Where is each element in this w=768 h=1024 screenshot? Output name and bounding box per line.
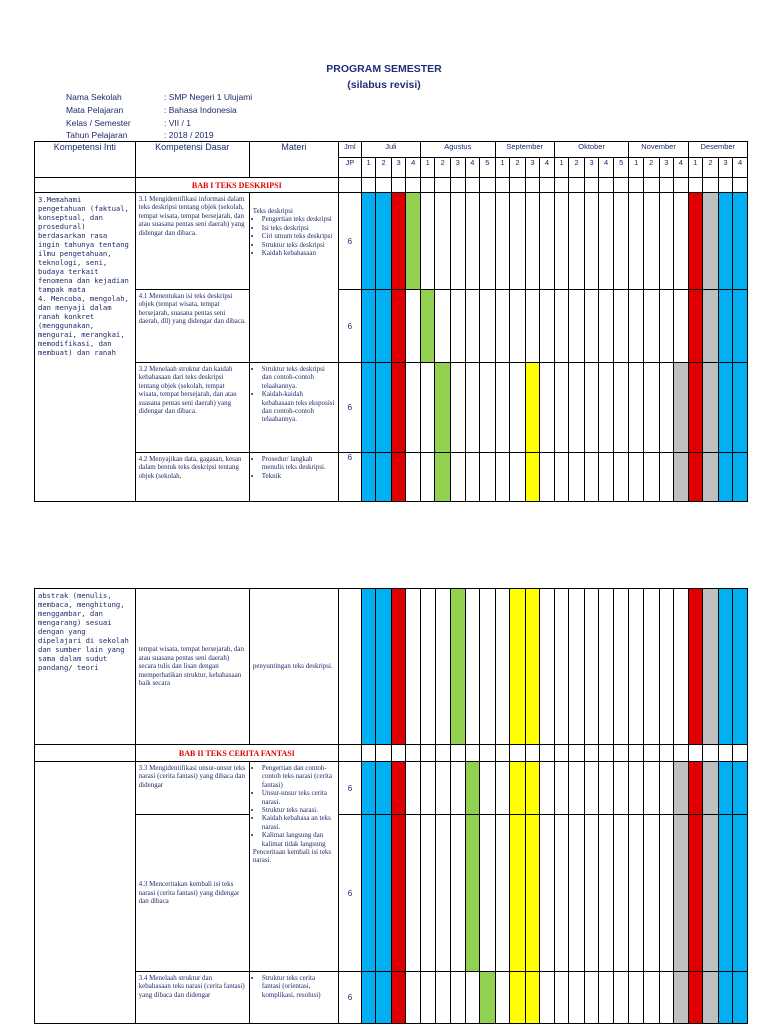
materi-tail: Penceritaan kembali isi teks narasi.: [252, 848, 332, 865]
list-item: • Ciri umum teks deskripsi: [262, 232, 335, 240]
kd-3-4: 3.4 Menelaah struktur dan kebahasaan teks narasi (cerita fantasi) yang dibaca dan didengar: [135, 972, 249, 1024]
list-item: • Kaidah kebahasaan: [262, 249, 335, 257]
month-september: September: [495, 142, 554, 158]
col-header-materi: Materi: [249, 142, 338, 178]
list-item: • Unsur-unsur teks cerita narasi.: [262, 789, 335, 806]
week-cell: 4: [599, 158, 614, 178]
materi-cell-d: [249, 762, 338, 972]
week-cell: 2: [435, 158, 451, 178]
info-value-subject: : Bahasa Indonesia: [164, 105, 237, 115]
jp-value: 6: [339, 972, 362, 1024]
materi-cell-e: [249, 972, 338, 1024]
week-cell: 3: [391, 158, 406, 178]
bab-1-heading: BAB I TEKS DESKRIPSI: [135, 178, 338, 193]
info-value-class: : VII / 1: [164, 118, 191, 128]
week-cell: 4: [733, 158, 748, 178]
list-item: • Struktur teks narasi.: [262, 806, 335, 814]
list-item: • Kaidah-kaidah kebahasaan teks eksposisi dan contoh-contoh telaahannya.: [262, 390, 335, 424]
week-cell: 4: [465, 158, 480, 178]
page-subtitle: (silabus revisi): [347, 79, 421, 91]
info-label-year: Tahun Pelajaran: [66, 130, 128, 140]
week-cell: 2: [569, 158, 585, 178]
list-item: • Isi teks deskripsi: [262, 224, 335, 232]
list-item: • Kalimat langsung dan kalimat tidak langsung: [262, 831, 335, 848]
week-cell: 4: [674, 158, 689, 178]
schedule-table-1: [34, 141, 748, 502]
jp-value: 6: [338, 290, 361, 363]
list-item: • Struktur teks cerita fantasi (orientasi, komplikasi, resolusi): [262, 974, 335, 999]
jp-value: 6: [338, 363, 361, 453]
info-label-school: Nama Sekolah: [66, 92, 122, 102]
ki-text-3: 3.Memahami pengetahuan (faktual, konseptual, dan prosedural) berdasarkan rasa ingin tahunya tentang ilmu pengetahuan, teknologi, seni, budaya terkait fenomena dan kejadian tampak mata: [38, 195, 129, 294]
week-cell: 2: [510, 158, 526, 178]
ki-cell-continued: abstrak (menulis, membaca, menghitung, menggambar, dan mengarang) sesuai dengan yang dipelajari di sekolah dan sumber lain yang sama dalam sudut pandang/ teori: [35, 589, 136, 745]
info-label-subject: Mata Pelajaran: [66, 105, 124, 115]
week-cell: 1: [420, 158, 435, 178]
list-item: • Prosedur/ langkah menulis teks deskripsi.: [262, 455, 335, 472]
col-header-ki: Kompetensi Inti: [35, 142, 136, 178]
kd-3-3: 3.3 Mengidentifikasi unsur-unsur teks narasi (cerita fantasi) yang dibaca dan didengar: [135, 762, 249, 815]
week-cell: 3: [584, 158, 599, 178]
week-cell: 2: [703, 158, 719, 178]
jp-value: 6: [338, 453, 361, 502]
jp-value: 6: [339, 762, 362, 815]
schedule-table-2: [34, 588, 748, 1024]
kd-3-2: 3.2 Menelaah struktur dan kaidah kebahasaan dari teks deskripsi tentang objek (sekolah, tempat wisata, tempat bersejarah, dan atau suasana pentas seni daerah) yang didengar dan dibaca.: [135, 363, 249, 453]
month-juli: Juli: [361, 142, 420, 158]
kd-4-1: 4.1 Menentukan isi teks deskripsi objek (tempat wisata, tempat bersejarah, suasana pentas seni daerah, dll) yang didengar dan dibaca.: [135, 290, 249, 363]
materi-continued: penyuntingan teks deskripsi.: [249, 589, 338, 745]
materi-lead: Teks deskripsi: [252, 207, 293, 215]
week-cell: 2: [643, 158, 659, 178]
info-value-year: : 2018 / 2019: [164, 130, 214, 140]
kd-4-2: 4.2 Menyajikan data, gagasan, kesan dalam bentuk teks deskripsi tentang objek (sekolah,: [135, 453, 249, 502]
bab-2-heading: BAB II TEKS CERITA FANTASI: [135, 745, 338, 762]
week-cell: 4: [540, 158, 555, 178]
week-cell: 5: [613, 158, 629, 178]
week-cell: 1: [495, 158, 510, 178]
materi-cell-a: [249, 193, 338, 363]
week-cell: 3: [659, 158, 674, 178]
ki-text-4: 4. Mencoba, mengolah, dan menyaji dalam ranah konkret (menggunakan, mengurai, merangkai, memodifikasi, dan membuat) dan ranah: [38, 294, 129, 357]
week-cell: 4: [406, 158, 421, 178]
materi-cell-c: [249, 453, 338, 502]
materi-cell-b: [249, 363, 338, 453]
col-header-kd: Kompetensi Dasar: [135, 142, 249, 178]
week-cell: 5: [480, 158, 496, 178]
info-value-school: : SMP Negeri 1 Ulujami: [164, 92, 253, 102]
jp-value: 6: [339, 815, 362, 972]
ki-cell: [35, 193, 136, 502]
list-item: • Teknik: [262, 472, 335, 480]
month-desember: Desember: [688, 142, 747, 158]
week-cell: 1: [361, 158, 376, 178]
week-cell: 3: [451, 158, 466, 178]
month-november: November: [629, 142, 688, 158]
kd-continued: tempat wisata, tempat bersejarah, dan atau suasana pentas seni daerah) secara tulis dan lisan dengan memperhatikan struktur, kebahasaan baik secara: [135, 589, 249, 745]
list-item: • Pengertian dan contoh-contoh teks narasi (cerita fantasi): [262, 764, 335, 789]
week-cell: 1: [629, 158, 644, 178]
week-cell: 1: [688, 158, 703, 178]
info-label-class: Kelas / Semester: [66, 118, 131, 128]
list-item: • Struktur teks deskripsi: [262, 241, 335, 249]
week-cell: 1: [554, 158, 569, 178]
list-item: • Pengertian teks deskripsi: [262, 215, 335, 223]
month-agustus: Agustus: [420, 142, 495, 158]
col-header-jp: JP: [338, 158, 361, 178]
kd-4-3: 4.3 Menceritakan kembali isi teks narasi (cerita fantasi) yang didengar dan dibaca: [135, 815, 249, 972]
jp-value: 6: [338, 193, 361, 290]
week-cell: 3: [718, 158, 733, 178]
list-item: • Struktur teks deskripsi dan contoh-contoh telaahannya.: [262, 365, 335, 390]
page-title: PROGRAM SEMESTER: [326, 63, 442, 75]
month-oktober: Oktober: [554, 142, 629, 158]
week-cell: 3: [525, 158, 540, 178]
kd-3-1: 3.1 Mengidentifikasi informasi dalam teks deskripsi tentang objek (sekolah, tempat wisata, tempat bersejarah, dan atau suasana pentas seni daerah) yang didengar dan dibaca.: [135, 193, 249, 290]
list-item: • Kaidah kebahasa an teks narasi.: [262, 814, 335, 831]
week-cell: 2: [376, 158, 392, 178]
col-header-jml: Jml: [338, 142, 361, 158]
